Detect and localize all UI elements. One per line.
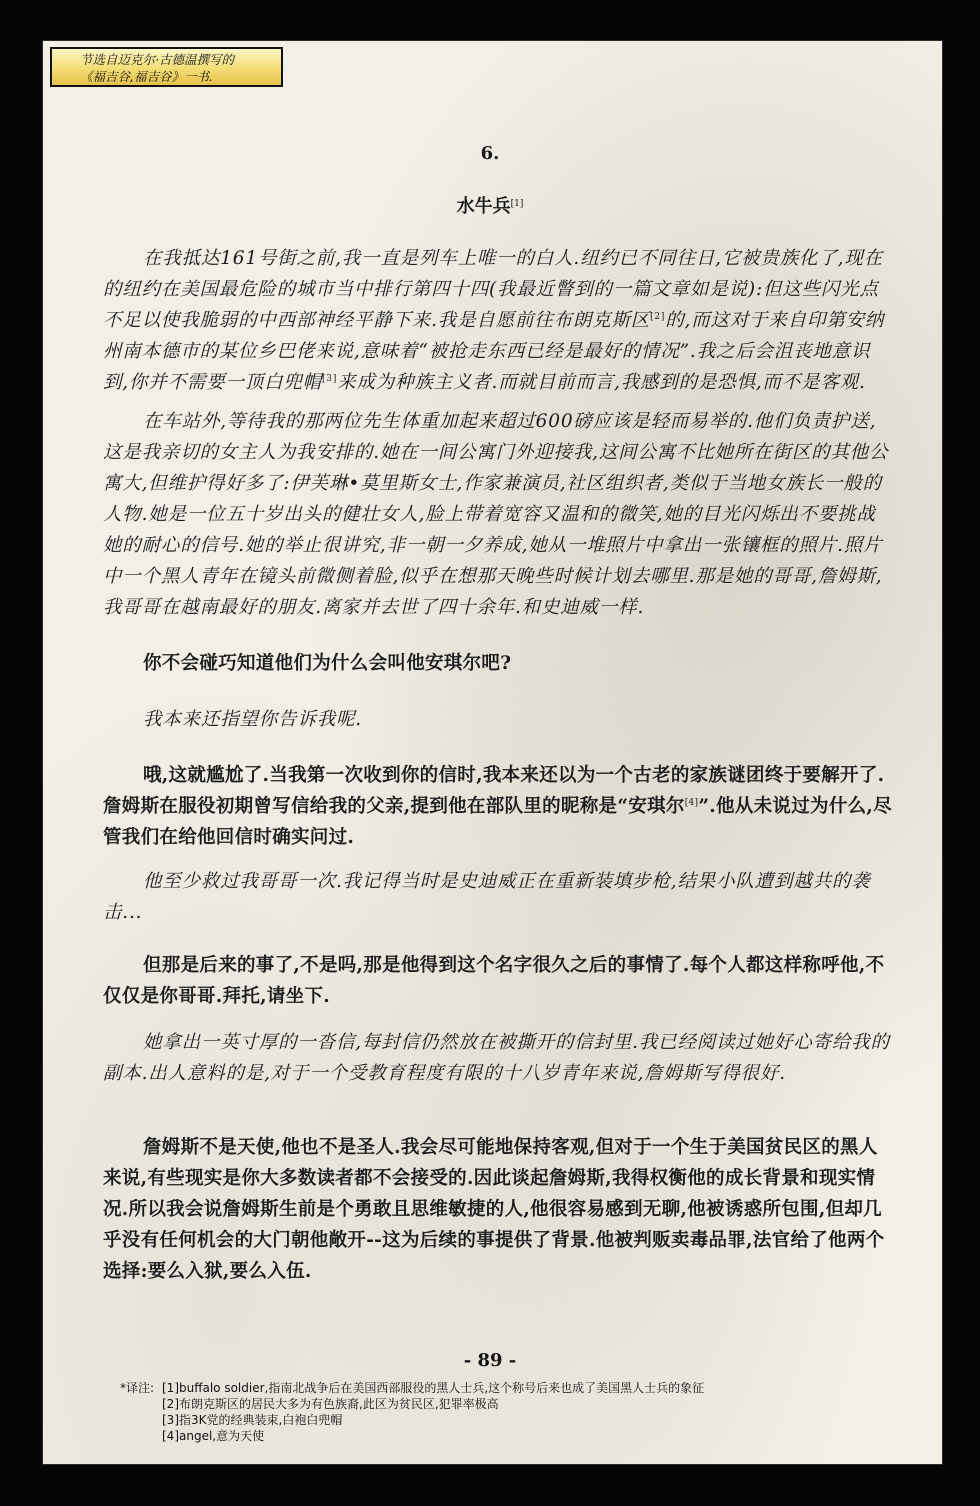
interview-question-2 [103,760,893,853]
paragraph-1 [103,243,893,398]
translator-notes [120,1380,880,1444]
interview-answer-2: 他至少救过我哥哥一次.我记得当时是史迪威正在重新装填步枪,结果小队遭到越共的袭击... [103,871,871,923]
note-4: [4]angel,意为天使 [162,1429,265,1443]
footnote-ref-1: [1] [510,199,524,209]
interview-question-4: 詹姆斯不是天使,他也不是圣人.我会尽可能地保持客观,但对于一个生于美国贫民区的黑人来说,有些现实是你大多数读者都不会接受的.因此谈起詹姆斯,我得权衡他的成长背景和现实情况.所以我会说詹姆斯生前是个勇敢且思维敏捷的人,他很容易感到无聊,他被诱惑所包围,但却几乎没有任何机会的大门朝他敞开--这为后续的事提供了背景.他被判贩卖毒品罪,法官给了他两个选择:要么入狱,要么入伍. [103,1137,885,1282]
paragraph-1-part-b: 的,而这对于来自印第安纳州南本德市的某位乡巴佬来说,意味着“被抢走东西已经是最好的情况”.我之后会沮丧地意识到,你并不需要一顶白兜帽 [103,310,885,393]
footnote-ref-2: [2] [650,312,666,322]
caption-box [50,47,283,87]
interview-question-2-part-a: 哦,这就尴尬了.当我第一次收到你的信时,我本来还以为一个古老的家族谜团终于要解开了.詹姆斯在服役初期曾写信给我的父亲,提到他在部队里的昵称是“安琪尔 [103,765,885,817]
interview-question-1: 你不会碰巧知道他们为什么会叫他安琪尔吧? [143,653,512,674]
paragraph-1-part-c: 来成为种族主义者.而就目前而言,我感到的是恐惧,而不是客观. [337,372,866,393]
interview-answer-3: 她拿出一英寸厚的一沓信,每封信仍然放在被撕开的信封里.我已经阅读过她好心寄给我的副本.出人意料的是,对于一个受教育程度有限的十八岁青年来说,詹姆斯写得很好. [103,1032,890,1084]
footnote-ref-4: [4] [684,798,699,808]
caption-line-1: 节选自迈克尔·古德温撰写的 [80,52,234,67]
interview-question-2-part-b: ”.他从未说过为什么,尽管我们在给他回信时确实问过. [103,796,892,848]
paragraph-1-part-a: 在我抵达161号街之前,我一直是列车上唯一的白人.纽约已不同往日,它被贵族化了,现在的纽约在美国最危险的城市当中排行第四十四(我最近瞥到的一篇文章如是说):但这些闪光点不足以使我脆弱的中西部神经平静下来.我是自愿前往布朗克斯区 [103,248,883,331]
chapter-title-text: 水牛兵 [456,196,511,217]
note-3: [3]指3K党的经典装束,白袍白兜帽 [162,1413,343,1427]
interview-question-3: 但那是后来的事了,不是吗,那是他得到这个名字很久之后的事情了.每个人都这样称呼他,不仅仅是你哥哥.拜托,请坐下. [103,955,885,1007]
paragraph-2: 在车站外,等待我的那两位先生体重加起来超过600磅应该是轻而易举的.他们负责护送,这是我亲切的女主人为我安排的.她在一间公寓门外迎接我,这间公寓不比她所在街区的其他公寓大,但维护得好多了:伊芙琳•莫里斯女士,作家兼演员,社区组织者,类似于当地女族长一般的人物.她是一位五十岁出头的健壮女人,脸上带着宽容又温和的微笑,她的目光闪烁出不要挑战她的耐心的信号.她的举止很讲究,非一朝一夕养成,她从一堆照片中拿出一张镶框的照片.照片中一个黑人青年在镜头前微侧着脸,似乎在想那天晚些时候计划去哪里.那是她的哥哥,詹姆斯,我哥哥在越南最好的朋友.离家并去世了四十余年.和史迪威一样. [103,411,889,618]
footnote-ref-3: [3] [321,374,338,384]
notes-label: *译注: [120,1381,155,1395]
page-number: - 89 - [463,1350,517,1371]
note-2: [2]布朗克斯区的居民大多为有色族裔,此区为贫民区,犯罪率极高 [162,1397,499,1411]
chapter-number: 6. [480,143,500,164]
interview-answer-1: 我本来还指望你告诉我呢. [143,709,362,730]
note-1: [1]buffalo soldier,指南北战争后在美国西部服役的黑人士兵,这个称号后来也成了美国黑人士兵的象征 [162,1381,705,1395]
chapter-title [0,192,980,218]
caption-line-2: 《福吉谷,福吉谷》一书. [80,69,213,84]
